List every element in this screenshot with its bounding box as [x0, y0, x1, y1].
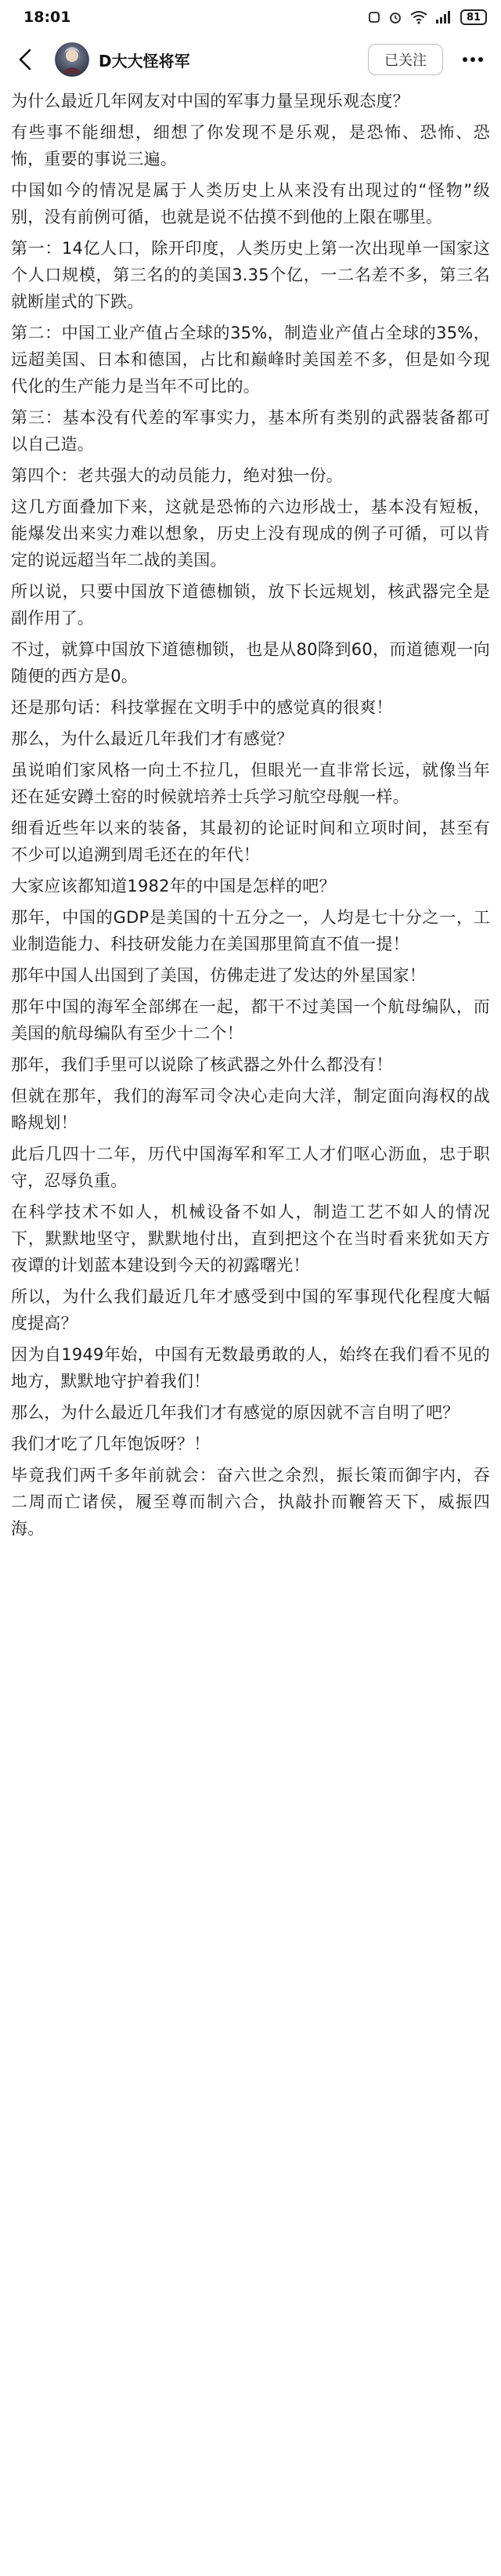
- signal-icon: [435, 10, 452, 24]
- alarm-icon: [388, 10, 402, 24]
- article-paragraph: 毕竟我们两千多年前就会：奋六世之余烈，振长策而御宇内，吞二周而亡诸侯，履至尊而制六合，执敲扑而鞭笞天下，威振四海。: [11, 1466, 490, 1538]
- more-dots-icon: [462, 56, 484, 63]
- article-paragraph: 那么，为什么最近几年我们才有感觉的原因就不言自明了吧？: [11, 1403, 460, 1422]
- article-paragraph: 那年，中国的GDP是美国的十五分之一，人均是七十分之一，工业制造能力、科技研发能力在美国那里简直不值一提！: [11, 908, 490, 953]
- article-header: [0, 34, 501, 85]
- article-paragraph: 第二：中国工业产值占全球的35%，制造业产值占全球的35%，远超美国、日本和德国，占比和巅峰时美国差不多，但是如今现代化的生产能力是当年不可比的。: [11, 324, 490, 396]
- status-time: 18:01: [23, 9, 71, 26]
- status-icons: [368, 9, 487, 25]
- notification-icon: [368, 11, 380, 24]
- article-paragraph: 大家应该都知道1982年的中国是怎样的吧？: [11, 877, 336, 895]
- battery-level: 81: [466, 11, 481, 24]
- back-button[interactable]: [13, 44, 38, 75]
- article-paragraph: 有些事不能细想，细想了你发现不是乐观，是恐怖、恐怖、恐怖，重要的事说三遍。: [11, 123, 490, 168]
- article-paragraph: 细看近些年以来的装备，其最初的论证时间和立项时间，甚至有不少可以追溯到周毛还在的年代！: [11, 819, 490, 864]
- article-paragraph: 第一：14亿人口，除开印度，人类历史上第一次出现单一国家这个人口规模，第三名的的美国3.35个亿，一二名差不多，第三名就断崖式的下跌。: [11, 239, 490, 311]
- back-arrow-icon: [19, 49, 31, 71]
- article-paragraph: 那么，为什么最近几年我们才有感觉？: [11, 729, 294, 748]
- article-paragraph: 我们才吃了几年饱饭呀？！: [11, 1435, 211, 1453]
- author-name[interactable]: D大大怪将军: [99, 51, 190, 71]
- article-paragraph: 所以，为什么我们最近几年才感受到中国的军事现代化程度大幅度提高？: [11, 1287, 490, 1333]
- article-paragraph: 因为自1949年始，中国有无数最勇敢的人，始终在我们看不见的地方，默默地守护着我们！: [11, 1345, 490, 1391]
- article-paragraph: 这几方面叠加下来，这就是恐怖的六边形战士，基本没有短板，能爆发出来实力难以想象，历史上没有现成的例子可循，可以肯定的说远超当年二战的美国。: [11, 497, 490, 570]
- article-paragraph: 第四个：老共强大的动员能力，绝对独一份。: [11, 466, 343, 485]
- follow-button[interactable]: [368, 44, 443, 75]
- article-paragraph: 还是那句话：科技掌握在文明手中的感觉真的很爽！: [11, 698, 393, 717]
- more-button[interactable]: [457, 44, 488, 75]
- status-bar: [0, 0, 501, 34]
- article-paragraph: 那年，我们手里可以说除了核武器之外什么都没有！: [11, 1055, 393, 1074]
- wifi-icon: [410, 10, 427, 24]
- follow-label: 已关注: [384, 52, 427, 69]
- article-paragraph: 那年中国人出国到了美国，仿佛走进了发达的外星国家！: [11, 966, 426, 985]
- article-body: [11, 88, 490, 1547]
- article-paragraph: 所以说，只要中国放下道德枷锁，放下长远规划，核武器完全是副作用了。: [11, 582, 490, 628]
- battery-icon: [460, 9, 487, 25]
- article-paragraph: 为什么最近几年网友对中国的军事力量呈现乐观态度？: [11, 92, 409, 110]
- avatar[interactable]: [55, 42, 89, 77]
- article-paragraph: 但就在那年，我们的海军司令决心走向大洋，制定面向海权的战略规划！: [11, 1087, 490, 1132]
- article-paragraph: 此后几四十二年，历代中国海军和军工人才们呕心沥血，忠于职守，忍辱负重。: [11, 1145, 490, 1190]
- article-paragraph: 虽说咱们家风格一向土不拉几，但眼光一直非常长远，就像当年还在延安蹲土窑的时候就培养士兵学习航空母舰一样。: [11, 761, 490, 806]
- article-paragraph: 中国如今的情况是属于人类历史上从来没有出现过的“怪物”级别，没有前例可循，也就是说不估摸不到他的上限在哪里。: [11, 181, 490, 226]
- article-paragraph: 第三：基本没有代差的军事实力，基本所有类别的武器装备都可以自己造。: [11, 408, 490, 454]
- article-paragraph: 那年中国的海军全部绑在一起，都干不过美国一个航母编队，而美国的航母编队有至少十二个！: [11, 997, 490, 1043]
- article-paragraph: 不过，就算中国放下道德枷锁，也是从80降到60，而道德观一向随便的西方是0。: [11, 640, 490, 686]
- article-paragraph: 在科学技术不如人，机械设备不如人，制造工艺不如人的情况下，默默地坚守，默默地付出，直到把这个在当时看来犹如天方夜谭的计划蓝本建设到今天的初露曙光！: [11, 1203, 490, 1275]
